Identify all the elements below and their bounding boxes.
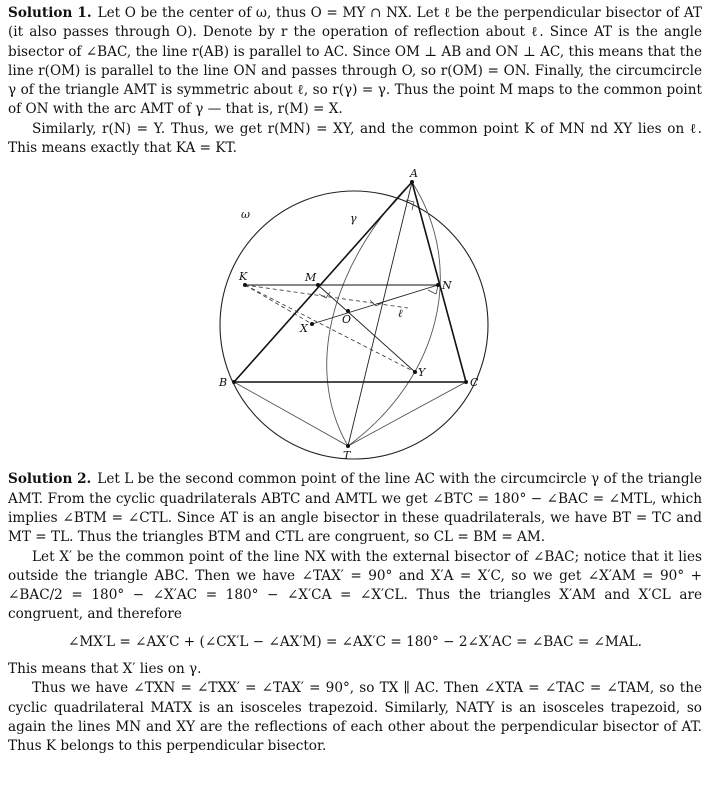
- label-ell: ℓ: [398, 307, 403, 321]
- solution-page: [8, 4, 702, 757]
- circle-omega: [220, 191, 488, 459]
- solution2-paragraph1: [8, 470, 702, 547]
- solution1-paragraph2: Similarly, r(N) = Y. Thus, we get r(MN) = XY, and the common point K of MN nd XY lies on ℓ. This means exactly that KA = KT.: [8, 120, 702, 157]
- solution2-text1: Let L be the second common point of the line AC with the circumcircle γ of the triangle AMT. From the cyclic quadrilaterals ABTC and AMTL we get ∠BTC = 180° − ∠BAC = ∠MTL, which implies ∠BTM = ∠CTL. Since AT is an angle bisector in these quadrilaterals, we have BT = TC and MT = TL. Thus the triangles BTM and CTL are congruent, so CL = BM = AM.: [8, 471, 702, 546]
- label-K: K: [239, 270, 248, 284]
- solution2-paragraph3: This means that X′ lies on γ.: [8, 661, 202, 678]
- solution1-paragraph1: [8, 4, 702, 120]
- label-Y: Y: [418, 366, 426, 380]
- point-B: [232, 380, 236, 384]
- label-C: C: [470, 376, 479, 390]
- solution1-text1: Let O be the center of ω, thus O = MY ∩ NX. Let ℓ be the perpendicular bisector of AT (it also passes through O). Denote by r the operation of reflection about ℓ. Since AT is the angle bisector of ∠BAC, the line r(AB) is parallel to AC. Since OM ⊥ AB and ON ⊥ AC, this means that the line r(OM) is parallel to the line ON and passes through O, so r(OM) = ON. Finally, the circumcircle γ of the triangle AMT is symmetric about ℓ, so r(γ) = γ. Thus the point M maps to the common point of ON with the arc AMT of γ — that is, r(M) = X.: [8, 5, 702, 118]
- solution1-heading: Solution 1.: [8, 5, 92, 21]
- segment-MY: [318, 285, 415, 372]
- label-X: X: [300, 322, 308, 336]
- solution2-heading: Solution 2.: [8, 471, 92, 488]
- arc-gamma-right: [348, 182, 440, 446]
- display-equation: ∠MX′L = ∠AX′C + (∠CX′L − ∠AX′M) = ∠AX′C = 180° − 2∠X′AC = ∠BAC = ∠MAL.: [67, 633, 643, 650]
- point-M: [316, 283, 320, 287]
- point-X: [310, 322, 314, 326]
- label-A: A: [410, 167, 418, 181]
- point-K: [243, 283, 247, 287]
- solution2-paragraph4: Thus we have ∠TXN = ∠TXX′ = ∠TAX′ = 90°, so TX ∥ AC. Then ∠XTA = ∠TAC = ∠TAM, so the cyclic quadrilateral MATX is an isosceles trapezoid. Similarly, NATY is an isosceles trapezoid, so again the lines MN and XY are the reflections of each other about the perpendicular bisector of AT. Thus K belongs to this perpendicular bisector.: [8, 680, 702, 755]
- geometry-figure: [8, 160, 702, 460]
- label-gamma: γ: [350, 212, 357, 226]
- solution2-paragraph2: Let X′ be the common point of the line NX with the external bisector of ∠BAC; notice that it lies outside the triangle ABC. Then we have ∠TAX′ = 90° and X′A = X′C, so we get ∠X′AM = 90° + ∠BAC/2 = 180° − ∠X′AC = 180° − ∠X′CA = ∠X′CL. Thus the triangles X′AM and X′CL are congruent, and therefore: [8, 548, 702, 623]
- label-T: T: [343, 449, 351, 461]
- dashed-ell: [245, 285, 408, 308]
- geometry-diagram: [8, 160, 702, 460]
- segment-BT: [234, 382, 348, 446]
- label-M: M: [305, 271, 317, 285]
- point-C: [464, 380, 468, 384]
- segment-AC: [412, 182, 466, 382]
- segment-NX: [312, 285, 438, 327]
- label-N: N: [442, 279, 452, 293]
- point-Y: [413, 370, 417, 374]
- segment-CT: [348, 382, 466, 446]
- segment-AB: [234, 182, 412, 382]
- label-B: B: [219, 376, 228, 390]
- point-N: [436, 283, 440, 287]
- point-T: [346, 444, 350, 448]
- label-O: O: [342, 313, 352, 327]
- point-A: [410, 180, 414, 184]
- label-omega: ω: [241, 208, 250, 222]
